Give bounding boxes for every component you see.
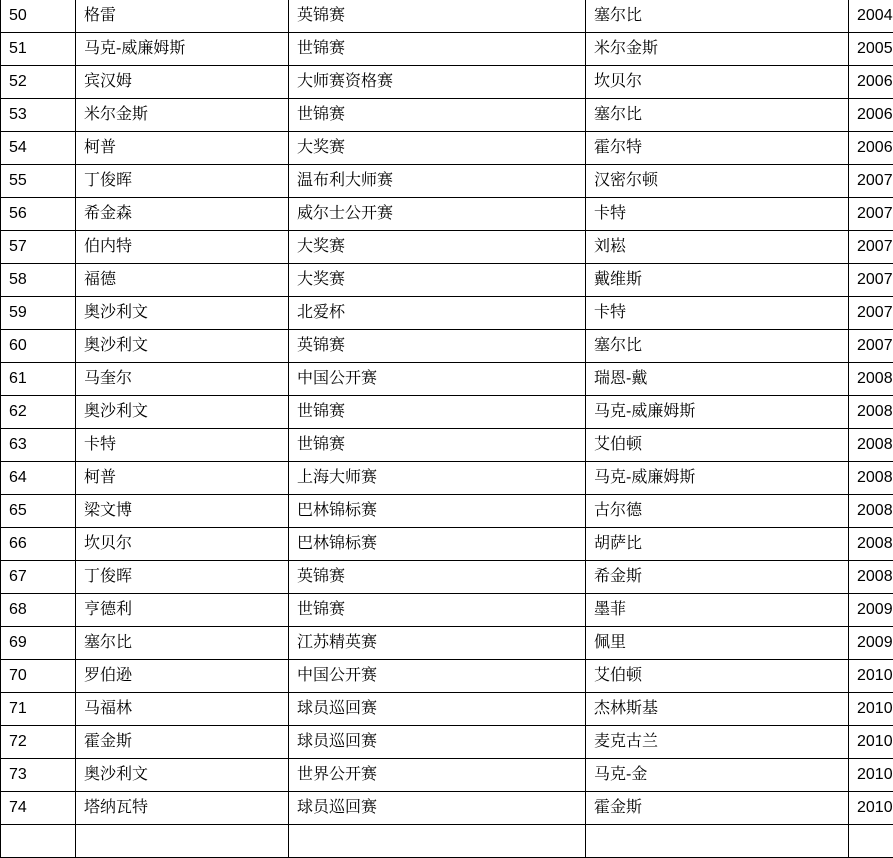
cell-year: 2008 [849, 528, 893, 561]
cell-event: 巴林锦标赛 [289, 528, 586, 561]
cell-event: 江苏精英赛 [289, 627, 586, 660]
cell-event: 球员巡回赛 [289, 792, 586, 825]
cell-event: 球员巡回赛 [289, 726, 586, 759]
cell-event: 世锦赛 [289, 33, 586, 66]
cell-year [849, 825, 893, 858]
cell-index: 70 [1, 660, 76, 693]
cell-player: 奥沙利文 [76, 330, 289, 363]
cell-event: 北爱杯 [289, 297, 586, 330]
cell-opponent: 马克-金 [586, 759, 849, 792]
cell-opponent: 坎贝尔 [586, 66, 849, 99]
cell-player: 米尔金斯 [76, 99, 289, 132]
table-row [1, 726, 893, 759]
cell-event: 球员巡回赛 [289, 693, 586, 726]
cell-index [1, 825, 76, 858]
cell-opponent: 马克-威廉姆斯 [586, 396, 849, 429]
table-row [1, 198, 893, 231]
cell-opponent: 霍尔特 [586, 132, 849, 165]
cell-index: 73 [1, 759, 76, 792]
cell-player: 福德 [76, 264, 289, 297]
cell-index: 55 [1, 165, 76, 198]
cell-index: 57 [1, 231, 76, 264]
cell-event: 温布利大师赛 [289, 165, 586, 198]
cell-year: 2008 [849, 495, 893, 528]
cell-year: 2008 [849, 396, 893, 429]
cell-event: 大奖赛 [289, 264, 586, 297]
cell-index: 58 [1, 264, 76, 297]
cell-year: 2010 [849, 792, 893, 825]
cell-year: 2006 [849, 66, 893, 99]
cell-event [289, 825, 586, 858]
cell-player: 塔纳瓦特 [76, 792, 289, 825]
table-row [1, 231, 893, 264]
cell-index: 50 [1, 0, 76, 33]
cell-index: 65 [1, 495, 76, 528]
table-row [1, 66, 893, 99]
cell-year: 2008 [849, 429, 893, 462]
cell-event: 世界公开赛 [289, 759, 586, 792]
cell-event: 大师赛资格赛 [289, 66, 586, 99]
table-row [1, 0, 893, 33]
cell-player: 柯普 [76, 462, 289, 495]
cell-opponent: 马克-威廉姆斯 [586, 462, 849, 495]
cell-player: 梁文博 [76, 495, 289, 528]
cell-year: 2007 [849, 198, 893, 231]
table-row [1, 561, 893, 594]
cell-year: 2007 [849, 264, 893, 297]
cell-player: 柯普 [76, 132, 289, 165]
cell-player: 霍金斯 [76, 726, 289, 759]
cell-opponent: 墨菲 [586, 594, 849, 627]
cell-year: 2008 [849, 561, 893, 594]
cell-opponent: 塞尔比 [586, 330, 849, 363]
cell-year: 2010 [849, 660, 893, 693]
table-row [1, 264, 893, 297]
cell-opponent: 刘崧 [586, 231, 849, 264]
cell-opponent: 麦克古兰 [586, 726, 849, 759]
cell-player: 塞尔比 [76, 627, 289, 660]
cell-index: 56 [1, 198, 76, 231]
table-row [1, 660, 893, 693]
cell-player: 丁俊晖 [76, 165, 289, 198]
cell-player: 格雷 [76, 0, 289, 33]
cell-index: 60 [1, 330, 76, 363]
cell-index: 62 [1, 396, 76, 429]
cell-player: 马奎尔 [76, 363, 289, 396]
table-row [1, 297, 893, 330]
table-row [1, 495, 893, 528]
cell-opponent: 希金斯 [586, 561, 849, 594]
cell-year: 2006 [849, 132, 893, 165]
cell-event: 世锦赛 [289, 396, 586, 429]
cell-year: 2010 [849, 726, 893, 759]
cell-event: 世锦赛 [289, 594, 586, 627]
cell-year: 2007 [849, 165, 893, 198]
cell-index: 51 [1, 33, 76, 66]
cell-opponent: 汉密尔顿 [586, 165, 849, 198]
table-row [1, 528, 893, 561]
table-row [1, 594, 893, 627]
cell-year: 2005 [849, 33, 893, 66]
cell-event: 大奖赛 [289, 132, 586, 165]
cell-event: 巴林锦标赛 [289, 495, 586, 528]
cell-player: 马克-威廉姆斯 [76, 33, 289, 66]
cell-event: 世锦赛 [289, 429, 586, 462]
cell-year: 2006 [849, 99, 893, 132]
cell-opponent: 杰林斯基 [586, 693, 849, 726]
cell-index: 61 [1, 363, 76, 396]
cell-opponent: 卡特 [586, 198, 849, 231]
table-row [1, 165, 893, 198]
cell-player: 奥沙利文 [76, 297, 289, 330]
table-row [1, 792, 893, 825]
table-row [1, 33, 893, 66]
cell-player: 马福林 [76, 693, 289, 726]
cell-index: 54 [1, 132, 76, 165]
cell-year: 2009 [849, 594, 893, 627]
cell-player: 卡特 [76, 429, 289, 462]
cell-player: 罗伯逊 [76, 660, 289, 693]
cell-year: 2007 [849, 330, 893, 363]
cell-index: 68 [1, 594, 76, 627]
cell-year: 2010 [849, 693, 893, 726]
cell-event: 大奖赛 [289, 231, 586, 264]
table-row [1, 627, 893, 660]
cell-index: 72 [1, 726, 76, 759]
cell-index: 71 [1, 693, 76, 726]
cell-event: 中国公开赛 [289, 660, 586, 693]
cell-opponent [586, 825, 849, 858]
cell-player: 奥沙利文 [76, 396, 289, 429]
cell-index: 69 [1, 627, 76, 660]
cell-opponent: 胡萨比 [586, 528, 849, 561]
cell-player: 伯内特 [76, 231, 289, 264]
cell-opponent: 米尔金斯 [586, 33, 849, 66]
table-row [1, 759, 893, 792]
cell-year: 2009 [849, 627, 893, 660]
cell-opponent: 戴维斯 [586, 264, 849, 297]
table-row [1, 132, 893, 165]
cell-event: 威尔士公开赛 [289, 198, 586, 231]
cell-player: 坎贝尔 [76, 528, 289, 561]
cell-event: 上海大师赛 [289, 462, 586, 495]
table-row [1, 99, 893, 132]
cell-year: 2010 [849, 759, 893, 792]
cell-index: 67 [1, 561, 76, 594]
cell-opponent: 瑞恩-戴 [586, 363, 849, 396]
cell-index: 63 [1, 429, 76, 462]
cell-index: 52 [1, 66, 76, 99]
cell-year: 2007 [849, 231, 893, 264]
table-row [1, 363, 893, 396]
cell-player: 亨德利 [76, 594, 289, 627]
cell-event: 英锦赛 [289, 561, 586, 594]
cell-player: 希金森 [76, 198, 289, 231]
cell-year: 2004 [849, 0, 893, 33]
cell-opponent: 艾伯顿 [586, 660, 849, 693]
cell-event: 中国公开赛 [289, 363, 586, 396]
cell-opponent: 佩里 [586, 627, 849, 660]
cell-opponent: 霍金斯 [586, 792, 849, 825]
cell-year: 2008 [849, 363, 893, 396]
cell-year: 2007 [849, 297, 893, 330]
cell-index: 66 [1, 528, 76, 561]
cell-opponent: 塞尔比 [586, 99, 849, 132]
cell-opponent: 卡特 [586, 297, 849, 330]
table-row [1, 396, 893, 429]
records-table-body [1, 0, 893, 858]
table-row [1, 825, 893, 858]
cell-event: 世锦赛 [289, 99, 586, 132]
cell-player: 奥沙利文 [76, 759, 289, 792]
cell-index: 74 [1, 792, 76, 825]
cell-opponent: 塞尔比 [586, 0, 849, 33]
cell-opponent: 古尔德 [586, 495, 849, 528]
cell-event: 英锦赛 [289, 330, 586, 363]
cell-index: 53 [1, 99, 76, 132]
cell-player: 宾汉姆 [76, 66, 289, 99]
cell-player [76, 825, 289, 858]
cell-player: 丁俊晖 [76, 561, 289, 594]
cell-index: 64 [1, 462, 76, 495]
cell-index: 59 [1, 297, 76, 330]
cell-year: 2008 [849, 462, 893, 495]
table-row [1, 462, 893, 495]
table-row [1, 330, 893, 363]
cell-event: 英锦赛 [289, 0, 586, 33]
cell-opponent: 艾伯顿 [586, 429, 849, 462]
table-row [1, 693, 893, 726]
table-row [1, 429, 893, 462]
